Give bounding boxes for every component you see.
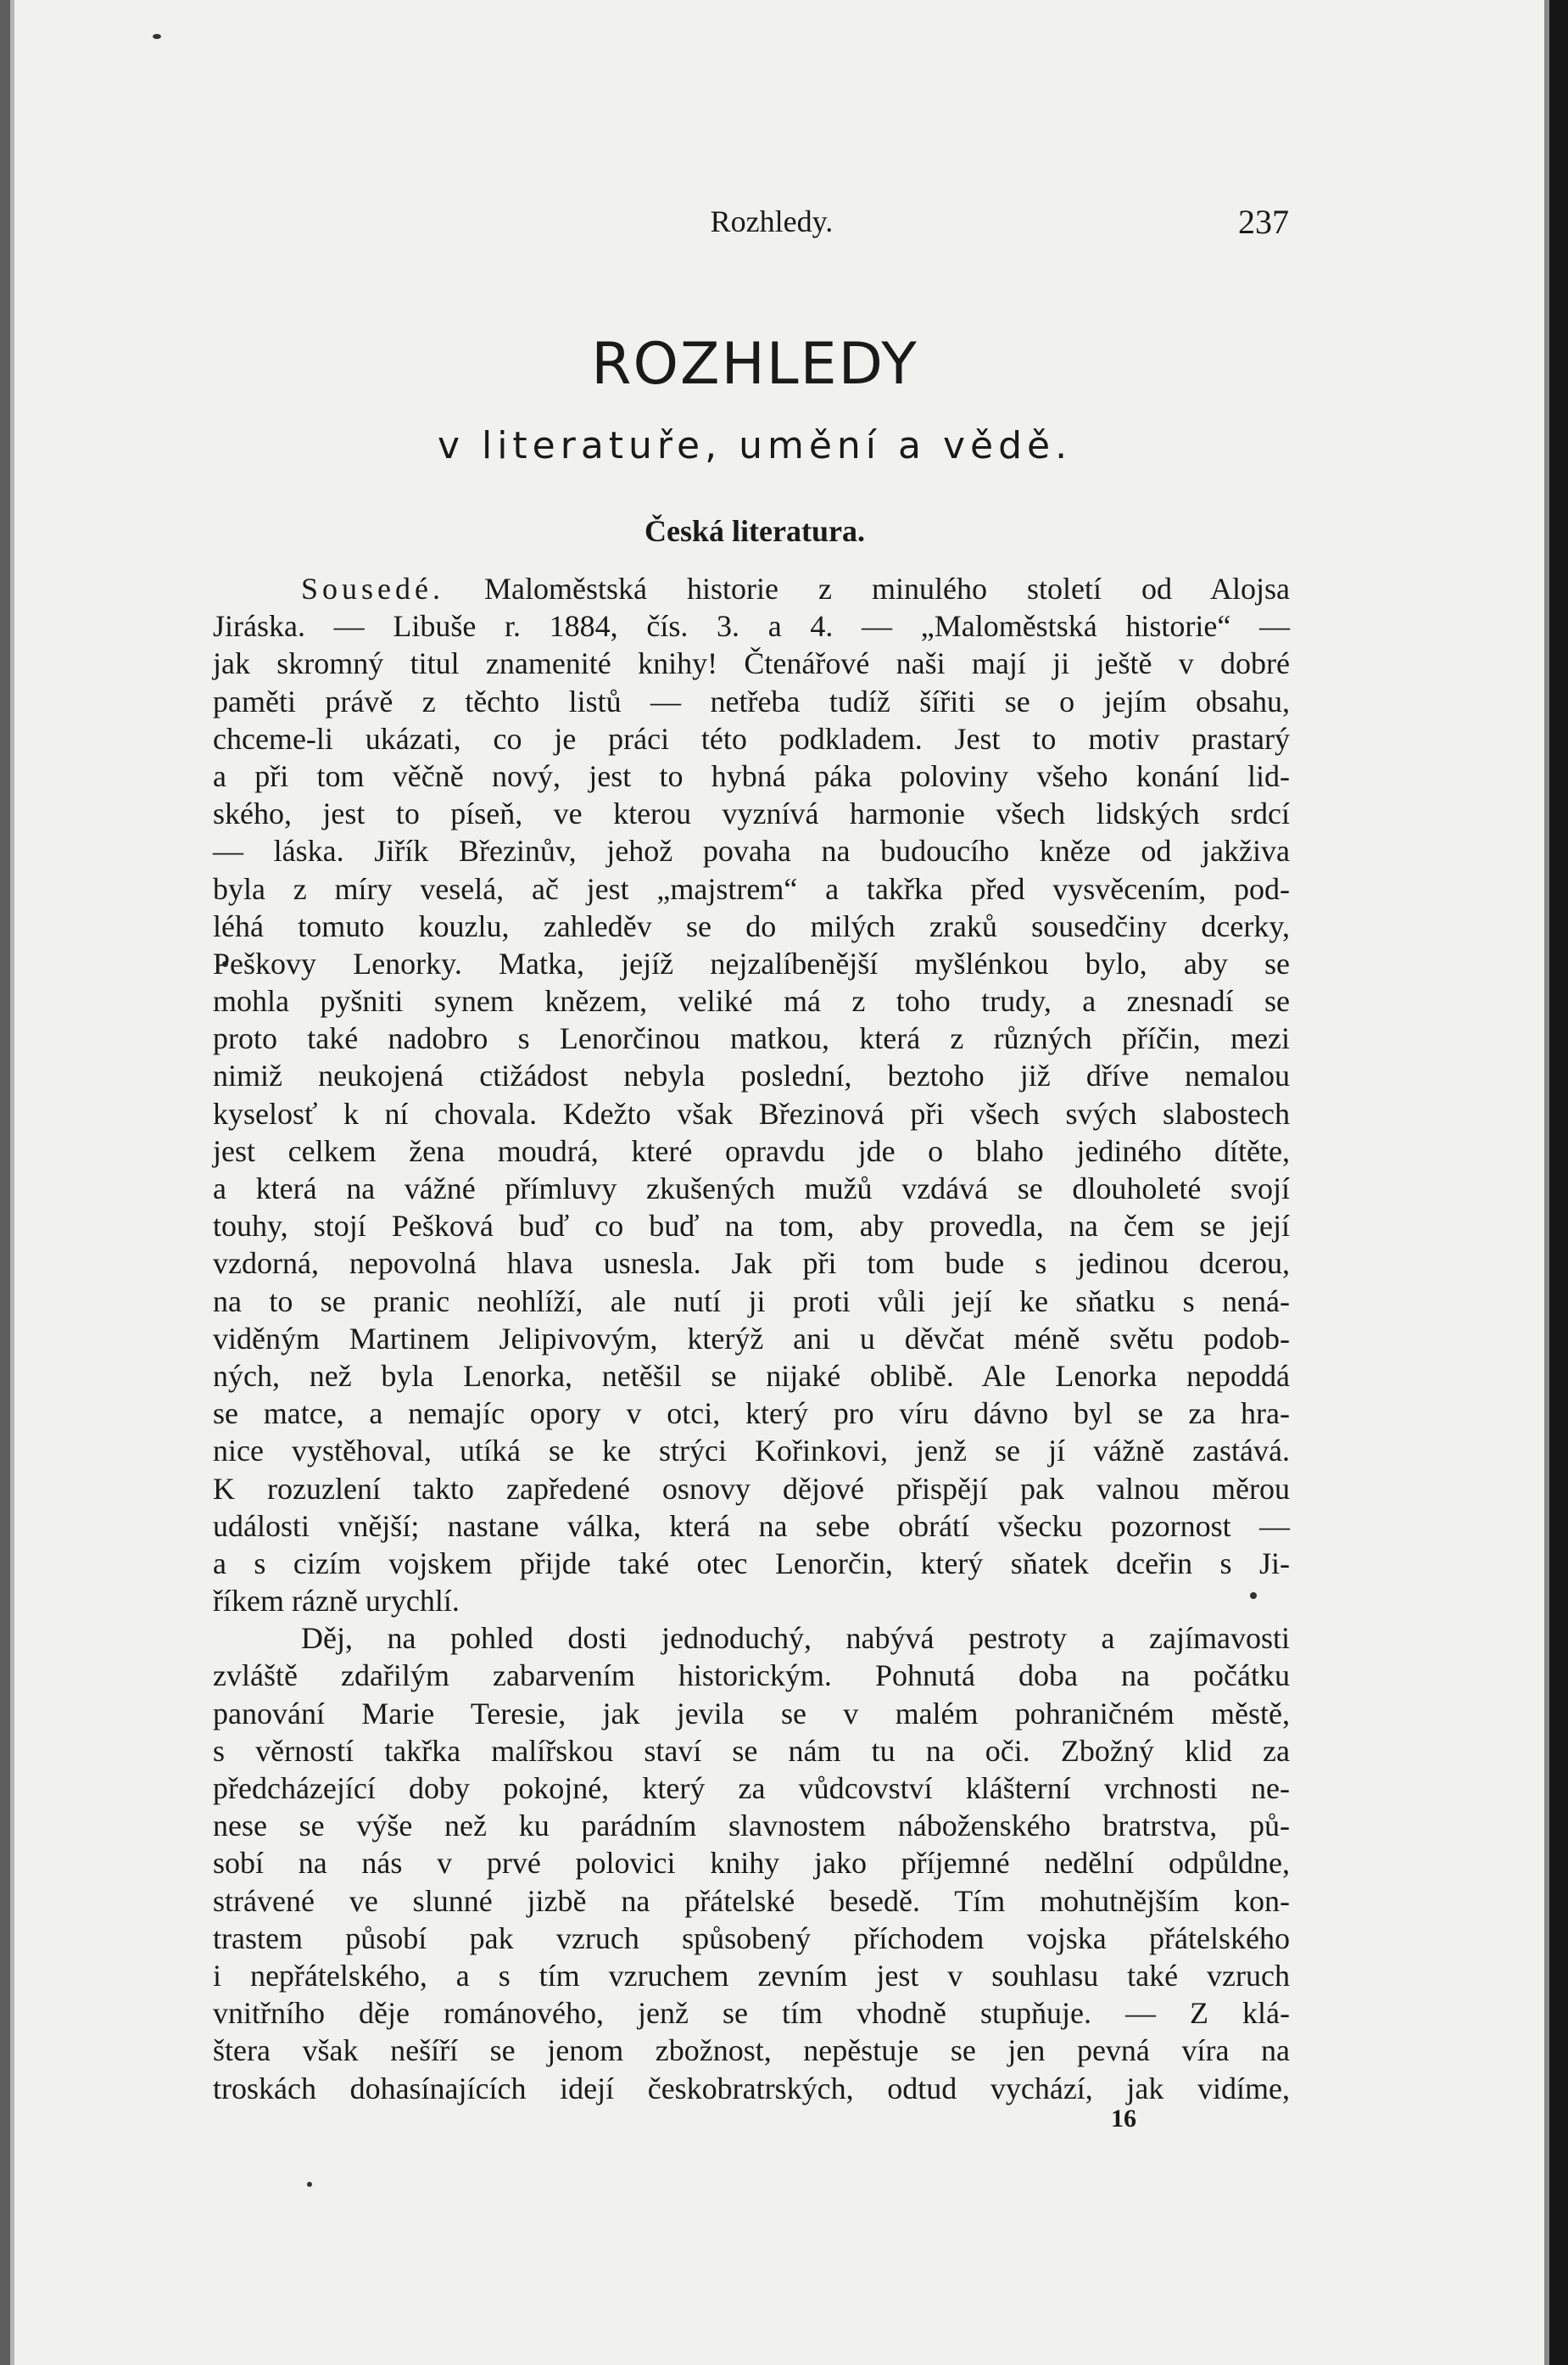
text-line: troskách dohasínajících idejí českobratrských, odtud vychází, jak vidíme, [213,2071,1290,2105]
text-line: trastem působí pak vzruch spůsobený příchodem vojska přátelského [213,1921,1290,1955]
text-line: paměti právě z těchto listů — netřeba tudíž šířiti se o jejím obsahu, [213,684,1290,718]
text-line: strávené ve slunné jizbě na přátelské besedě. Tím mohutnějším kon- [213,1883,1290,1918]
text-line: viděným Martinem Jelipivovým, kterýž ani u děvčat méně světu podob- [213,1321,1290,1356]
text-line: byla z míry veselá, ač jest „majstrem“ a takřka před vysvěcením, pod- [213,871,1290,906]
section-main-title: ROZHLEDY [591,331,918,398]
running-header-title: Rozhledy. [710,204,834,238]
text-line: nimiž neukojená ctižádost nebyla poslední, beztoho již dříve nemalou [213,1059,1290,1093]
text-line: i nepřátelského, a s tím vzruchem zevním jest v souhlasu také vzruch [213,1958,1290,1993]
subsection-heading: Česká literatura. [644,514,865,548]
scan-speck [153,34,161,39]
text-line: touhy, stojí Pešková buď co buď na tom, aby provedla, na čem se její [213,1209,1290,1244]
text-line: K rozuzlení takto zapředené osnovy dějové přispějí pak valnou měrou [213,1471,1290,1506]
scan-right-edge [1549,0,1568,2365]
text-line: — láska. Jiřík Březinův, jehož povaha na budoucího kněze od jakživa [213,834,1290,869]
text-line: proto také nadobro s Lenorčinou matkou, která z různých příčin, mezi [213,1021,1290,1056]
text-line: kyselosť k ní chovala. Kdežto však Březinová při všech svých slabostech [213,1096,1290,1131]
text-line: události vnější; nastane válka, která na sebe obrátí všecku pozornost — [213,1508,1290,1543]
text-line: s věrností takřka malířskou staví se nám tu na oči. Zbožný klid za [213,1733,1290,1768]
text-line: sobí na nás v prvé polovici knihy jako příjemné nedělní odpůldne, [213,1846,1290,1881]
text-line: a při tom věčně nový, jest to hybná páka poloviny všeho konání lid- [213,758,1290,793]
text-line: Peškovy Lenorky. Matka, jejíž nejzalíbenější myšlénkou bylo, aby se [213,946,1290,981]
scan-left-edge-shadow [10,0,14,2365]
text-line: nice vystěhoval, utíká se ke strýci Kořinkovi, jenž se jí vážně zastává. [213,1434,1290,1468]
page-number: 237 [1238,203,1289,241]
body-text [213,570,1290,2107]
text-line: nese se výše než ku parádním slavnostem náboženského bratrstva, pů- [213,1809,1290,1843]
text-line: Sousedé. Maloměstská historie z minulého století od Alojsa [301,572,1290,606]
text-line: ných, než byla Lenorka, netěšil se nijaké oblibě. Ale Lenorka nepoddá [213,1358,1290,1393]
text-line: na to se pranic neohlíží, ale nutí ji proti vůli její ke sňatku s nená- [213,1283,1290,1318]
lead-word: Sousedé. [301,572,444,606]
text-line: předcházející doby pokojné, který za vůdcovství klášterní vrchnosti ne- [213,1771,1290,1805]
text-line: říkem rázně urychlí. [213,1584,460,1619]
text-line: vzdorná, nepovolná hlava usnesla. Jak při tom bude s jedinou dcerou, [213,1246,1290,1281]
text-line: a která na vážné přímluvy zkušených mužů vzdává se dlouholeté svojí [213,1171,1290,1205]
text-line: jak skromný titul znamenité knihy! Čtenářové naši mají ji ještě v dobré [213,646,1290,681]
printer-signature-mark: 16 [1111,2105,1136,2133]
text-line: se matce, a nemajíc opory v otci, který pro víru dávno byl se za hra- [213,1396,1290,1431]
section-subtitle: v literatuře, umění a vědě. [437,424,1073,467]
text-line: Děj, na pohled dosti jednoduchý, nabývá pestroty a zajímavosti [301,1621,1290,1656]
text-line: léhá tomuto kouzlu, zahleděv se do milých zraků sousedčiny dcerky, [213,909,1290,943]
text-line: Jiráska. — Libuše r. 1884, čís. 3. a 4. — „Maloměstská historie“ — [213,609,1290,644]
text-line: jest celkem žena moudrá, které opravdu jde o blaho jediného dítěte, [213,1133,1290,1168]
text-line: mohla pyšniti synem knězem, veliké má z toho trudy, a znesnadí se [213,984,1290,1019]
text-line: a s cizím vojskem přijde také otec Lenorčin, který sňatek dceřin s Ji- [213,1546,1290,1580]
scan-left-edge [0,0,10,2365]
text-line: štera však nešíří se jenom zbožnost, nepěstuje se jen pevná víra na [213,2033,1290,2068]
scan-speck [307,2182,312,2187]
text-line: panování Marie Teresie, jak jevila se v malém pohraničném městě, [213,1696,1290,1730]
text-line: zvláště zdařilým zabarvením historickým. Pohnutá doba na počátku [213,1658,1290,1693]
text-line: ského, jest to píseň, ve kterou vyznívá harmonie všech lidských srdcí [213,797,1290,831]
text-line: chceme-li ukázati, co je práci této podkladem. Jest to motiv prastarý [213,721,1290,756]
text-line: vnitřního děje románového, jenž se tím vhodně stupňuje. — Z klá- [213,1996,1290,2031]
